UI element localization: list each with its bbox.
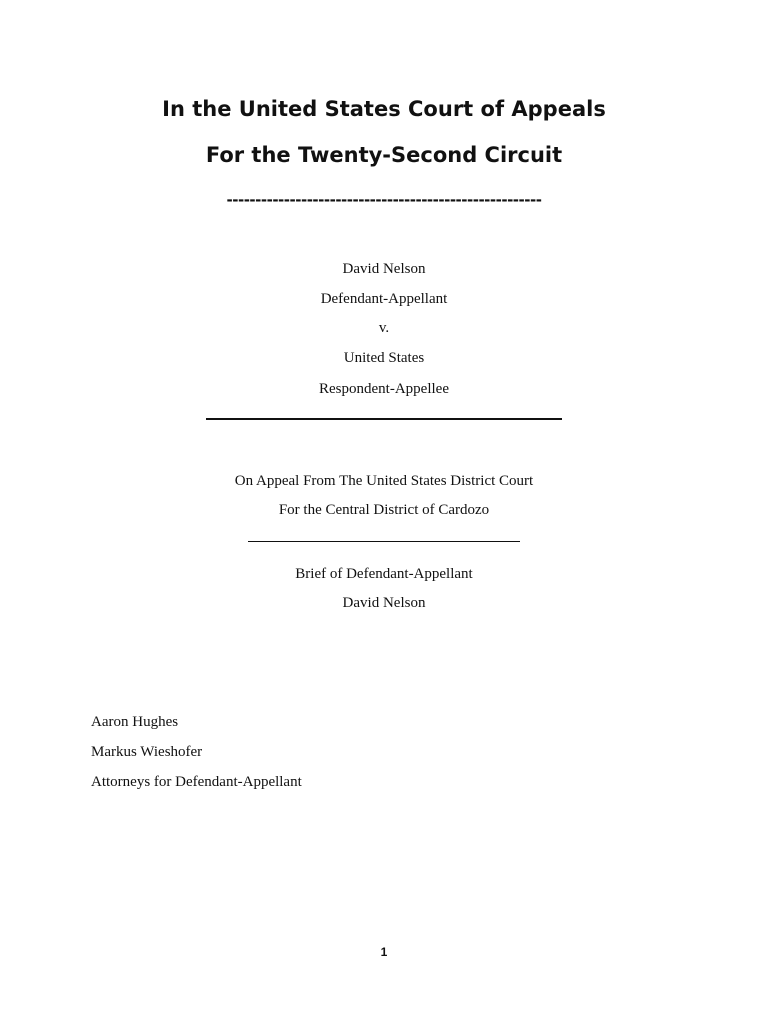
appellee-role: Respondent-Appellee <box>319 381 449 397</box>
court-title-line-2: For the Twenty-Second Circuit <box>205 143 563 167</box>
horizontal-rule-parties <box>206 418 562 420</box>
appeal-line-1: On Appeal From The United States District Court <box>234 473 534 489</box>
attorneys-role: Attorneys for Defendant-Appellant <box>91 774 302 790</box>
page-number: 1 <box>380 945 388 959</box>
brief-title: Brief of Defendant-Appellant <box>295 566 473 582</box>
versus-label: v. <box>378 320 390 336</box>
court-title-line-1: In the United States Court of Appeals <box>162 97 606 121</box>
attorney-name: Aaron Hughes <box>91 714 179 730</box>
dashed-separator: ------------------------------------------------------- <box>226 193 542 208</box>
appeal-line-2: For the Central District of Cardozo <box>278 502 490 518</box>
appellee-name: United States <box>343 350 425 366</box>
attorney-name: Markus Wieshofer <box>91 744 203 760</box>
appellant-name: David Nelson <box>342 261 426 277</box>
horizontal-rule-appeal <box>248 541 520 542</box>
brief-party: David Nelson <box>342 595 426 611</box>
appellant-role: Defendant-Appellant <box>320 291 448 307</box>
